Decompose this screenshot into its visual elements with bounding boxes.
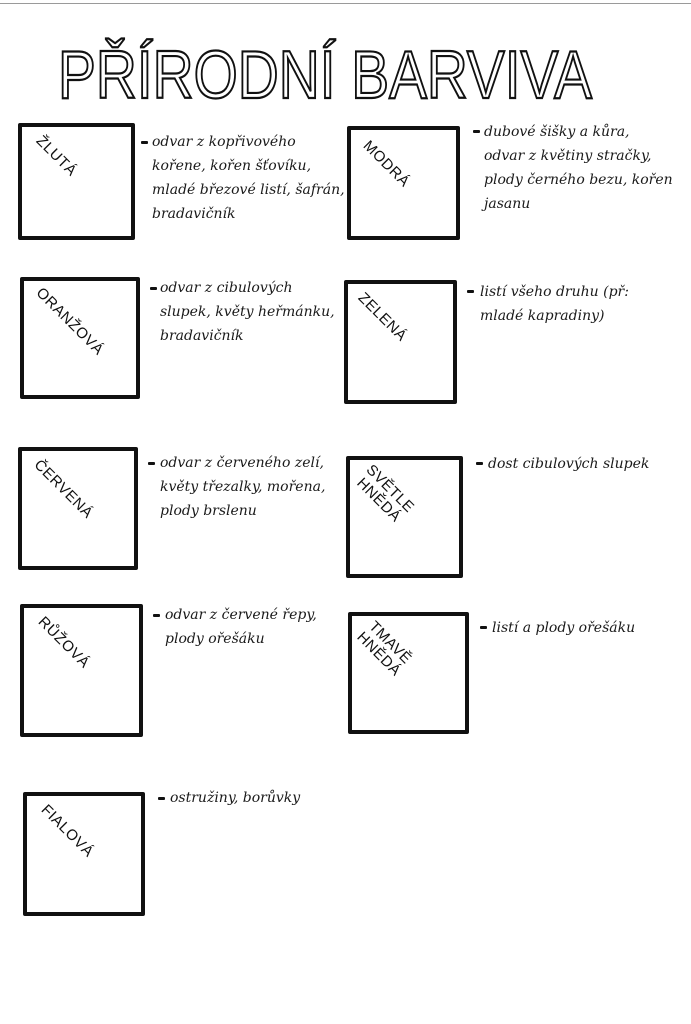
note-cervena: odvar z červeného zelí, květy třezalky, mořena, plody brslenu bbox=[160, 455, 326, 519]
swatch-label-fialova: FIALOVÁ bbox=[37, 801, 97, 861]
swatch-label-ruzova: RŮŽOVÁ bbox=[34, 613, 94, 672]
page-title bbox=[56, 32, 596, 112]
swatch-box-oranzova bbox=[20, 277, 140, 399]
swatch-label-zluta: ŽLUTÁ bbox=[32, 132, 81, 180]
bullet-dash bbox=[467, 290, 474, 293]
swatch-box-cervena bbox=[18, 447, 138, 570]
note-oranzova: odvar z cibulových slupek, květy heřmánku, bradavičník bbox=[160, 280, 335, 344]
bullet-dash bbox=[473, 130, 480, 133]
bullet-dash bbox=[153, 614, 160, 617]
swatch-box-fialova bbox=[23, 792, 145, 916]
note-fialova: ostružiny, borůvky bbox=[170, 790, 301, 806]
note-ruzova: odvar z červené řepy, plody ořešáku bbox=[165, 607, 317, 647]
bullet-dash bbox=[148, 462, 155, 465]
note-tmave-hneda: listí a plody ořešáku bbox=[492, 620, 636, 636]
bullet-dash bbox=[480, 626, 487, 629]
bullet-dash bbox=[476, 462, 483, 465]
swatch-box-modra bbox=[347, 126, 460, 240]
swatch-label-svetle-hneda: SVĚTLE HNĚDÁ bbox=[353, 461, 418, 526]
swatch-label-zelena: ZELENÁ bbox=[354, 289, 411, 345]
note-zelena: listí všeho druhu (př: mladé kapradiny) bbox=[480, 284, 629, 324]
bullet-dash bbox=[150, 287, 157, 290]
swatch-label-tmave-hneda: TMAVĚ HNĚDÁ bbox=[353, 617, 415, 680]
bullet-dash bbox=[158, 797, 165, 800]
swatch-box-zluta bbox=[18, 123, 135, 240]
swatch-box-zelena bbox=[344, 280, 457, 404]
swatch-label-cervena: ČERVENÁ bbox=[30, 456, 97, 522]
swatch-label-oranzova: ORANŽOVÁ bbox=[32, 284, 108, 359]
note-zluta: odvar z kopřivového kořene, kořen šťovíku, mladé březové listí, šafrán, bradavičník bbox=[152, 134, 345, 222]
note-modra: dubové šišky a kůra, odvar z květiny stračky, plody černého bezu, kořen jasanu bbox=[484, 124, 673, 212]
swatch-label-modra: MODRÁ bbox=[359, 137, 413, 191]
bullet-dash bbox=[141, 141, 148, 144]
swatch-box-tmave-hneda bbox=[348, 612, 469, 734]
note-svetle-hneda: dost cibulových slupek bbox=[488, 456, 650, 472]
swatch-box-ruzova bbox=[20, 604, 143, 737]
swatch-box-svetle-hneda bbox=[346, 456, 463, 578]
page-edge-line bbox=[0, 3, 691, 4]
title-text: PŘÍRODNÍ BARVIVA bbox=[58, 37, 593, 113]
